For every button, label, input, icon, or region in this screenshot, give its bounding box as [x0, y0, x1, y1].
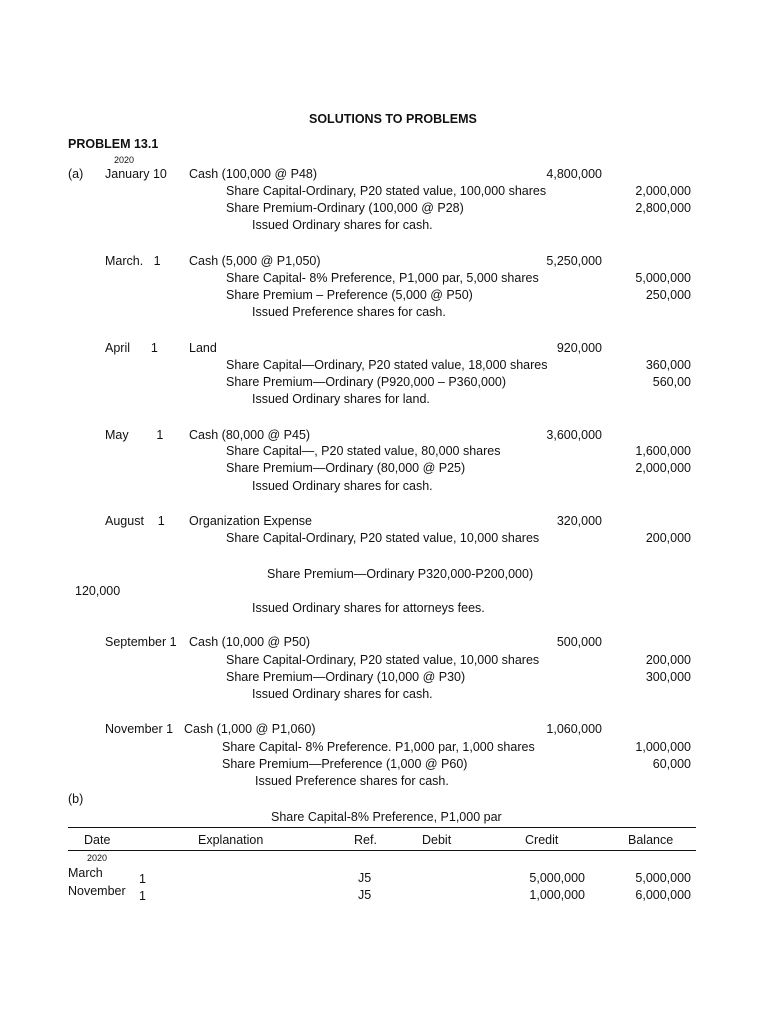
row-balance: 6,000,000	[635, 888, 691, 902]
credit-account: Share Capital—, P20 stated value, 80,000 shares	[226, 444, 501, 458]
debit-amount: 3,600,000	[546, 428, 602, 442]
entry-date: January 10	[105, 167, 167, 181]
credit-amount: 560,00	[652, 375, 691, 389]
debit-account: Land	[189, 341, 217, 355]
debit-account: Organization Expense	[189, 514, 312, 528]
entry-explanation: Issued Ordinary shares for cash.	[252, 479, 433, 493]
credit-amount: 200,000	[645, 653, 691, 667]
row-credit: 1,000,000	[529, 888, 585, 902]
credit-amount: 360,000	[645, 358, 691, 372]
row-credit: 5,000,000	[529, 871, 585, 885]
entry-date: November 1	[105, 722, 174, 736]
credit-account: Share Capital-Ordinary, P20 stated value, 10,000 shares	[226, 653, 540, 667]
column-header-debit: Debit	[422, 833, 452, 847]
entry-date: April 1	[105, 341, 158, 355]
debit-amount: 4,800,000	[546, 167, 602, 181]
credit-account: Share Capital-Ordinary, P20 stated value, 100,000 shares	[226, 184, 547, 198]
entry-date: August 1	[105, 514, 165, 528]
credit-amount: 250,000	[645, 288, 691, 302]
ledger-top-rule	[68, 827, 696, 828]
credit-account: Share Premium—Ordinary (80,000 @ P25)	[226, 461, 466, 475]
credit-account: Share Premium—Ordinary (10,000 @ P30)	[226, 670, 466, 684]
part-a-label: (a)	[68, 167, 84, 181]
credit-account: Share Premium—Ordinary (P920,000 – P360,000)	[226, 375, 507, 389]
credit-account: Share Capital—Ordinary, P20 stated value, 18,000 shares	[226, 358, 548, 372]
debit-account: Cash (5,000 @ P1,050)	[189, 254, 321, 268]
column-header-explanation: Explanation	[198, 833, 264, 847]
credit-account: Share Capital- 8% Preference. P1,000 par, 1,000 shares	[222, 740, 535, 754]
part-b-label: (b)	[68, 792, 84, 806]
page-title: SOLUTIONS TO PROBLEMS	[309, 112, 477, 126]
credit-account: Share Premium—Preference (1,000 @ P60)	[222, 757, 468, 771]
row-balance: 5,000,000	[635, 871, 691, 885]
problem-heading: PROBLEM 13.1	[68, 137, 159, 151]
credit-account: Share Premium—Ordinary P320,000-P200,000)	[267, 567, 534, 581]
row-month: November	[68, 884, 126, 898]
debit-amount: 920,000	[556, 341, 602, 355]
journal-year: 2020	[114, 155, 135, 165]
credit-amount: 200,000	[645, 531, 691, 545]
debit-amount: 1,060,000	[546, 722, 602, 736]
row-day: 1	[139, 872, 146, 886]
row-ref: J5	[358, 888, 372, 902]
row-ref: J5	[358, 871, 372, 885]
debit-account: Cash (1,000 @ P1,060)	[184, 722, 316, 736]
ledger-title: Share Capital-8% Preference, P1,000 par	[271, 810, 502, 824]
column-header-ref: Ref.	[354, 833, 377, 847]
entry-date: September 1	[105, 635, 177, 649]
column-header-date: Date	[84, 833, 111, 847]
debit-amount: 320,000	[556, 514, 602, 528]
ledger-year: 2020	[87, 853, 108, 863]
credit-account: Share Capital-Ordinary, P20 stated value, 10,000 shares	[226, 531, 540, 545]
credit-amount: 2,000,000	[635, 184, 691, 198]
entry-explanation: Issued Preference shares for cash.	[252, 305, 446, 319]
entry-explanation: Issued Preference shares for cash.	[255, 774, 449, 788]
entry-date: May 1	[105, 428, 164, 442]
column-header-credit: Credit	[525, 833, 559, 847]
debit-account: Cash (100,000 @ P48)	[189, 167, 318, 181]
credit-account: Share Premium-Ordinary (100,000 @ P28)	[226, 201, 464, 215]
debit-account: Cash (10,000 @ P50)	[189, 635, 311, 649]
credit-account: Share Premium – Preference (5,000 @ P50)	[226, 288, 473, 302]
credit-amount: 2,800,000	[635, 201, 691, 215]
credit-amount: 300,000	[645, 670, 691, 684]
debit-amount: 5,250,000	[546, 254, 602, 268]
entry-explanation: Issued Ordinary shares for attorneys fees.	[252, 601, 485, 615]
debit-amount: 500,000	[556, 635, 602, 649]
row-month: March	[68, 866, 103, 880]
ledger-header-rule	[68, 850, 696, 851]
entry-explanation: Issued Ordinary shares for cash.	[252, 218, 433, 232]
credit-amount: 1,600,000	[635, 444, 691, 458]
entry-date: March. 1	[105, 254, 161, 268]
credit-amount: 120,000	[75, 584, 121, 598]
credit-amount: 5,000,000	[635, 271, 691, 285]
credit-account: Share Capital- 8% Preference, P1,000 par, 5,000 shares	[226, 271, 539, 285]
column-header-balance: Balance	[628, 833, 674, 847]
credit-amount: 1,000,000	[635, 740, 691, 754]
entry-explanation: Issued Ordinary shares for land.	[252, 392, 430, 406]
credit-amount: 2,000,000	[635, 461, 691, 475]
row-day: 1	[139, 889, 146, 903]
debit-account: Cash (80,000 @ P45)	[189, 428, 311, 442]
entry-explanation: Issued Ordinary shares for cash.	[252, 687, 433, 701]
credit-amount: 60,000	[652, 757, 691, 771]
